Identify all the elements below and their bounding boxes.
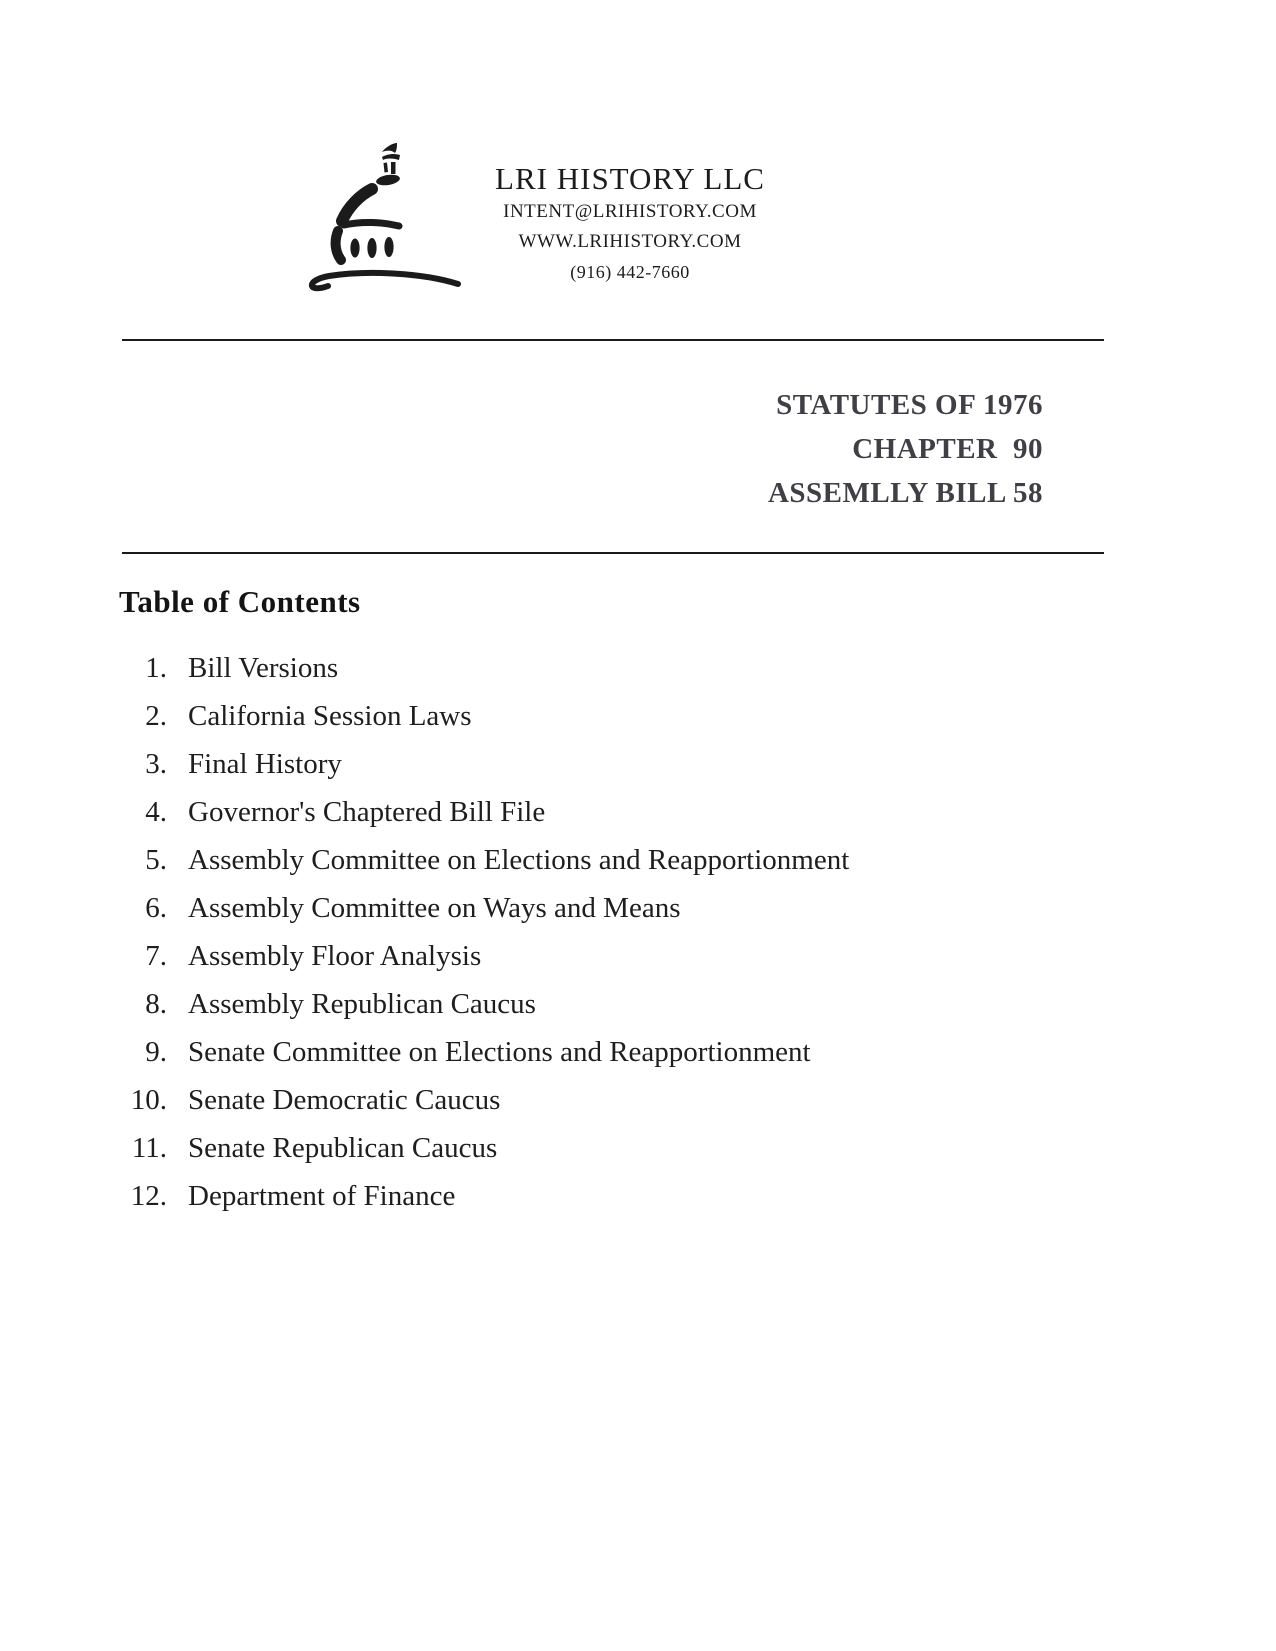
toc-item-label: Department of Finance [188,1180,456,1212]
toc-item [120,932,1080,980]
statute-bill-line: ASSEMLLY BILL 58 [767,477,1043,509]
toc-item-label: Bill Versions [188,652,339,684]
toc-item [120,980,1080,1028]
toc-item [120,1124,1080,1172]
statute-year-line: STATUTES OF 1976 [776,389,1043,421]
toc-item [120,1076,1080,1124]
toc-item-label: Governor's Chaptered Bill File [188,796,546,828]
toc-item-label: Senate Committee on Elections and Reapportionment [188,1036,811,1068]
toc-item-label: Senate Republican Caucus [188,1132,498,1164]
toc-item-number: 2. [145,700,167,732]
toc-item-number: 6. [145,892,167,924]
toc-item-number: 7. [145,940,167,972]
company-name: LRI HISTORY LLC [495,161,765,196]
company-email: INTENT@LRIHISTORY.COM [503,201,757,222]
toc-item-label: Assembly Committee on Elections and Reapportionment [188,844,850,876]
toc-item [120,644,1080,692]
toc-item-number: 5. [145,844,167,876]
toc-item-number: 4. [145,796,167,828]
company-phone: (916) 442-7660 [570,262,690,282]
toc-item [120,1028,1080,1076]
toc-item [120,836,1080,884]
toc-item-label: Assembly Republican Caucus [188,988,536,1020]
toc-item [120,740,1080,788]
toc-item-number: 9. [145,1036,167,1068]
toc-item [120,1172,1080,1220]
statute-title-block [768,383,1043,515]
toc-item-label: California Session Laws [188,700,472,732]
toc-item-label: Senate Democratic Caucus [188,1084,501,1116]
toc-item [120,788,1080,836]
toc-item-number: 12. [130,1180,167,1212]
toc-item-label: Assembly Floor Analysis [188,940,482,972]
toc-item-label: Final History [188,748,342,780]
toc-item [120,884,1080,932]
company-website: WWW.LRIHISTORY.COM [518,231,742,252]
toc-item-number: 8. [145,988,167,1020]
toc-item [120,692,1080,740]
toc-item-label: Assembly Committee on Ways and Means [188,892,681,924]
toc-item-number: 1. [145,652,167,684]
divider-top [122,339,1104,341]
toc-item-number: 10. [130,1084,167,1116]
company-header [380,161,880,288]
toc-item-number: 11. [131,1132,167,1164]
toc-list [120,644,1080,1220]
toc-heading: Table of Contents [119,584,361,619]
statute-chapter-line: CHAPTER 90 [852,433,1043,465]
toc-item-number: 3. [145,748,167,780]
divider-bottom [122,552,1104,554]
